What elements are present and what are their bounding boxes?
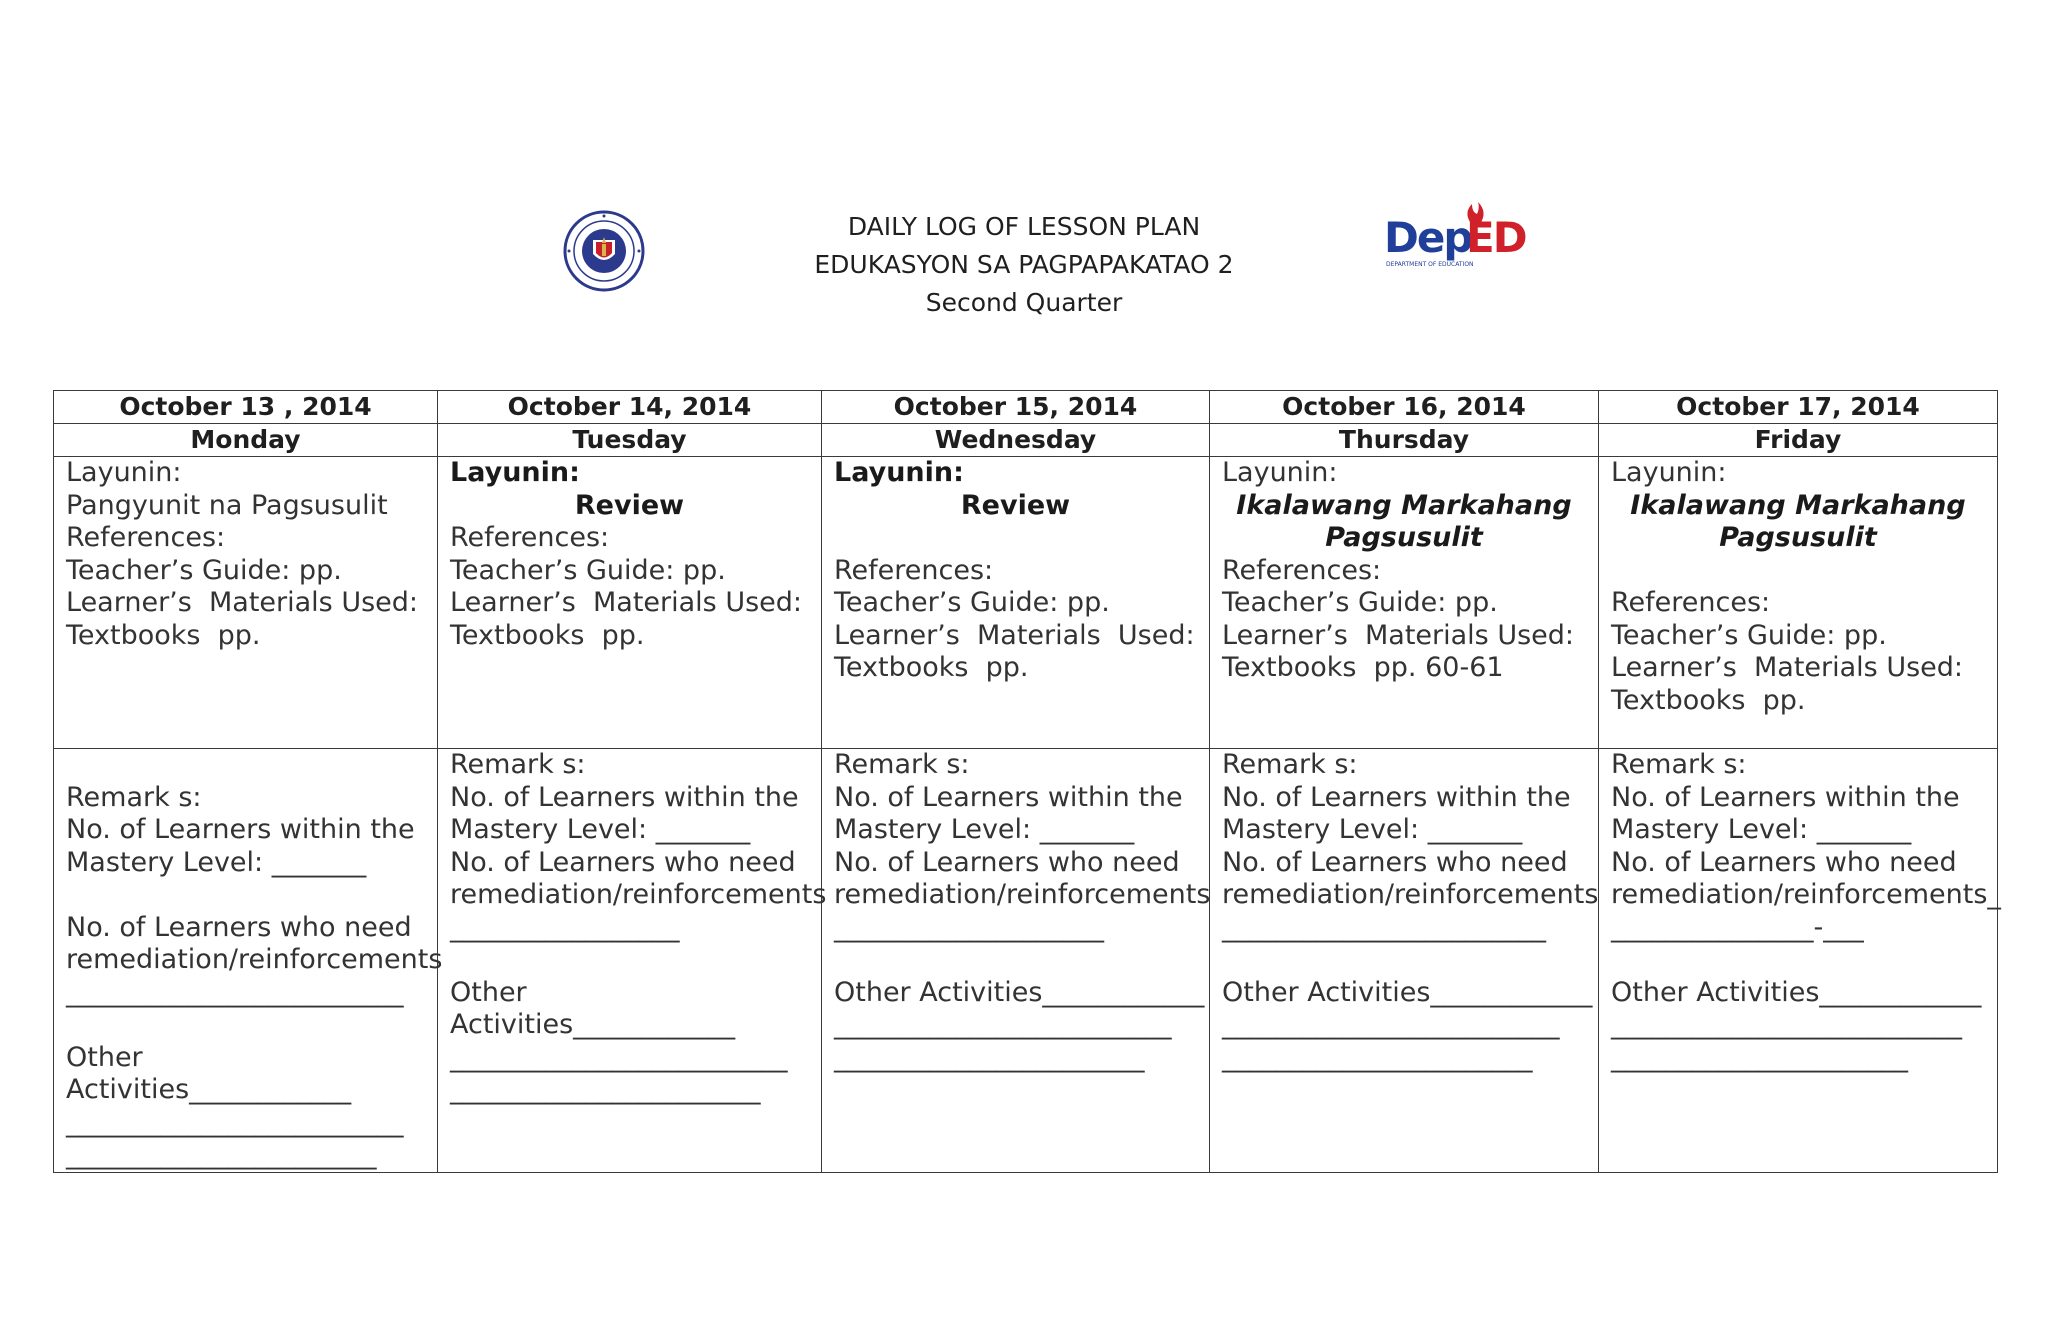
remarks-line: remediation/reinforcements — [834, 879, 1211, 910]
lesson-line: Layunin: — [1222, 457, 1338, 488]
svg-text:Dep: Dep — [1384, 213, 1472, 262]
remarks-line: __________________________ — [1611, 1009, 1962, 1040]
remarks-line: ______________________ — [1611, 1041, 1908, 1073]
remarks-line: No. of Learners within the — [450, 781, 799, 813]
lesson-line: Textbooks pp. — [450, 619, 645, 651]
lesson-line: Learner’s Materials Used: — [1222, 619, 1575, 651]
lesson-line — [834, 522, 1197, 555]
date-row — [54, 391, 1998, 424]
remarks-line: Mastery Level: _______ — [834, 814, 1135, 845]
remarks-line: Other Activities____________ — [834, 976, 1205, 1008]
remarks-line: _______________________ — [66, 1139, 377, 1170]
lesson-line: Review — [574, 489, 685, 521]
lesson-line: Teacher’s Guide: pp. — [450, 554, 726, 586]
day-row — [54, 424, 1998, 457]
lesson-line: Layunin: — [834, 457, 964, 488]
lesson-line: Teacher’s Guide: pp. — [1611, 619, 1887, 651]
remarks-line: Activities____________ — [450, 1009, 736, 1040]
lesson-row — [54, 457, 1998, 749]
lesson-line: References: — [1222, 554, 1382, 586]
remarks-row — [54, 749, 1998, 1173]
lesson-line: Layunin: — [450, 457, 580, 488]
remarks-line: Remark s: — [1222, 749, 1358, 780]
remarks-line: remediation/reinforcements — [1222, 879, 1599, 910]
day-header: Wednesday — [822, 424, 1210, 457]
svg-text:DEPARTMENT OF EDUCATION: DEPARTMENT OF EDUCATION — [1386, 261, 1474, 268]
lesson-line: References: — [66, 522, 226, 553]
remarks-line: Other Activities____________ — [1611, 976, 1982, 1008]
day-header: Tuesday — [438, 424, 822, 457]
remarks-line: remediation/reinforcements — [450, 879, 827, 910]
date-header: October 13 , 2014 — [54, 391, 438, 424]
lesson-line: Teacher’s Guide: pp. — [834, 587, 1110, 618]
remarks-line — [450, 944, 809, 977]
lesson-line: Learner’s Materials Used: — [66, 587, 419, 618]
remarks-line: Remark s: — [1611, 749, 1747, 780]
remarks-line — [834, 944, 1197, 977]
remarks-line: No. of Learners within the — [1222, 781, 1571, 813]
remarks-line: Mastery Level: _______ — [66, 846, 367, 878]
lesson-cell — [822, 457, 1210, 749]
quarter-label: Second Quarter — [925, 288, 1123, 317]
remarks-line: Remark s: — [66, 781, 202, 813]
remarks-cell — [438, 749, 827, 1173]
remarks-cell — [54, 749, 443, 1173]
remarks-line: ________________________ — [1222, 911, 1546, 943]
remarks-line: _______________-___ — [1611, 911, 1864, 943]
lesson-line: Learner’s Materials Used: — [450, 587, 803, 618]
subject-title: EDUKASYON SA PAGPAPAKATAO 2 — [814, 250, 1234, 279]
remarks-line: _________________________ — [1222, 1009, 1560, 1040]
date-header: October 16, 2014 — [1210, 391, 1599, 424]
remarks-line: Mastery Level: _______ — [1222, 814, 1523, 845]
lesson-line: Textbooks pp. 60-61 — [1222, 652, 1504, 683]
remarks-line: Remark s: — [450, 749, 586, 780]
lesson-cell — [1210, 457, 1599, 749]
remarks-cell — [822, 749, 1210, 1173]
date-header: October 15, 2014 — [822, 391, 1210, 424]
remarks-line: _______________________ — [450, 1074, 761, 1105]
date-header: October 14, 2014 — [438, 391, 822, 424]
lesson-line: Pangyunit na Pagsusulit — [66, 489, 388, 521]
remarks-line: Remark s: — [834, 749, 970, 780]
title-block — [724, 208, 1324, 322]
remarks-line: No. of Learners who need — [450, 846, 796, 878]
svg-text:ED: ED — [1466, 213, 1526, 262]
lesson-line: References: — [834, 554, 994, 586]
deped-logo-icon — [1384, 200, 1534, 280]
lesson-line: References: — [450, 522, 610, 553]
remarks-line — [66, 749, 425, 782]
remarks-line — [1222, 944, 1586, 977]
lesson-line: References: — [1611, 587, 1771, 618]
lesson-line: Pagsusulit — [1325, 522, 1483, 553]
deped-seal-icon — [563, 210, 645, 292]
day-header: Monday — [54, 424, 438, 457]
remarks-line — [66, 1009, 425, 1042]
remarks-line: Activities____________ — [66, 1074, 352, 1105]
remarks-line: remediation/reinforcements — [66, 944, 443, 975]
lesson-line: Textbooks pp. — [1611, 684, 1806, 716]
lesson-line: Pagsusulit — [1719, 522, 1877, 553]
remarks-line: Other — [450, 976, 527, 1008]
remarks-line: _________________________ — [834, 1009, 1172, 1040]
remarks-line: Mastery Level: _______ — [1611, 814, 1912, 845]
lesson-cell — [54, 457, 438, 749]
remarks-line: No. of Learners within the — [834, 781, 1183, 813]
lesson-line: Review — [960, 489, 1071, 521]
remarks-line: No. of Learners who need — [1611, 846, 1957, 878]
remarks-line: Mastery Level: _______ — [450, 814, 751, 845]
lesson-line: Teacher’s Guide: pp. — [66, 554, 342, 586]
lesson-line: Ikalawang Markahang — [1236, 489, 1572, 521]
lesson-cell — [1599, 457, 1998, 749]
lesson-line: Textbooks pp. — [66, 619, 261, 651]
lesson-cell — [438, 457, 822, 749]
lesson-line: Learner’s Materials Used: — [834, 619, 1195, 651]
remarks-line: _________________ — [450, 911, 680, 943]
remarks-line: _______________________ — [1222, 1041, 1533, 1073]
document-title: DAILY LOG OF LESSON PLAN — [847, 212, 1201, 241]
lesson-log-table — [53, 390, 2001, 1173]
remarks-line — [66, 879, 425, 912]
remarks-line: _________________________ — [66, 1106, 404, 1138]
remarks-line: _________________________ — [450, 1041, 788, 1073]
remarks-line: ____________________ — [834, 911, 1104, 943]
lesson-line: Teacher’s Guide: pp. — [1222, 587, 1498, 618]
remarks-cell — [1210, 749, 1599, 1173]
day-header: Friday — [1599, 424, 1998, 457]
remarks-line: Other — [66, 1041, 143, 1073]
remarks-line: No. of Learners who need — [1222, 846, 1568, 878]
remarks-line — [1611, 944, 1985, 977]
lesson-line: Textbooks pp. — [834, 652, 1029, 683]
remarks-line: remediation/reinforcements_ — [1611, 879, 2001, 910]
remarks-line: No. of Learners within the — [66, 814, 415, 845]
date-header: October 17, 2014 — [1599, 391, 1998, 424]
remarks-line: _________________________ — [66, 976, 404, 1008]
remarks-line: No. of Learners within the — [1611, 781, 1960, 813]
lesson-line: Layunin: — [1611, 457, 1727, 488]
remarks-cell — [1599, 749, 2001, 1173]
remarks-line: _______________________ — [834, 1041, 1145, 1073]
lesson-line: Layunin: — [66, 457, 182, 488]
document-header — [0, 200, 2048, 330]
remarks-line: Other Activities____________ — [1222, 976, 1593, 1008]
lesson-line: Ikalawang Markahang — [1630, 489, 1966, 521]
lesson-line: Learner’s Materials Used: — [1611, 652, 1964, 683]
remarks-line: No. of Learners who need — [834, 846, 1180, 878]
lesson-line — [1611, 555, 1985, 588]
day-header: Thursday — [1210, 424, 1599, 457]
remarks-line: No. of Learners who need — [66, 911, 412, 943]
